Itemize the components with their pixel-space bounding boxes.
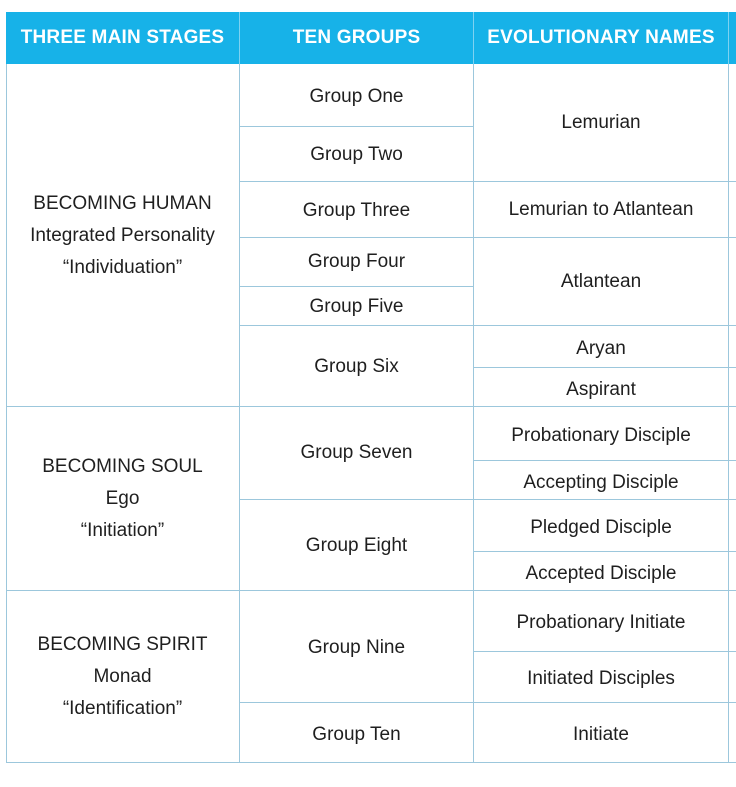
name-cell: Aryan	[576, 337, 626, 359]
stage-soul	[6, 435, 239, 563]
name-cell: Pledged Disciple	[530, 516, 672, 538]
name-cell: Accepting Disciple	[523, 471, 679, 493]
header-stages: THREE MAIN STAGES	[6, 12, 239, 64]
group-cell: Group Two	[310, 144, 403, 165]
group-cell: Group Three	[302, 199, 411, 221]
group-cell: Group Eight	[305, 535, 408, 556]
stage-keyword: “Initiation”	[80, 520, 165, 541]
stage-subtitle: Monad	[93, 666, 152, 687]
name-cell: Atlantean	[560, 270, 642, 292]
stage-title: BECOMING SOUL	[42, 456, 203, 477]
grid-line	[239, 126, 473, 127]
header-names: EVOLUTIONARY NAMES	[474, 12, 728, 64]
stage-subtitle: Ego	[105, 488, 140, 509]
name-cell: Initiated Disciples	[527, 668, 675, 689]
stage-keyword: “Individuation”	[62, 257, 183, 278]
group-cell: Group Nine	[307, 637, 406, 658]
header-divider	[239, 12, 240, 64]
group-cell: Group Five	[309, 296, 404, 317]
group-cell: Group Ten	[312, 724, 401, 745]
name-cell: Probationary Initiate	[516, 611, 686, 633]
name-cell: Aspirant	[566, 378, 636, 400]
header-groups: TEN GROUPS	[240, 12, 473, 64]
name-cell: Accepted Disciple	[525, 563, 677, 584]
grid-line	[239, 286, 473, 287]
group-cell: Group One	[309, 86, 404, 107]
group-cell: Group Four	[307, 251, 406, 272]
name-cell: Initiate	[573, 724, 629, 745]
header-divider	[728, 12, 729, 64]
name-cell: Lemurian	[561, 112, 641, 133]
stage-keyword: “Identification”	[62, 698, 183, 719]
stage-title: BECOMING SPIRIT	[37, 634, 208, 655]
stage-title: BECOMING HUMAN	[33, 193, 212, 214]
group-cell: Group Six	[314, 355, 399, 377]
name-cell: Probationary Disciple	[511, 425, 691, 446]
stage-spirit	[6, 613, 239, 741]
stage-subtitle: Integrated Personality	[30, 225, 215, 246]
header-divider	[473, 12, 474, 64]
header-extra	[729, 12, 736, 64]
name-cell: Lemurian to Atlantean	[508, 198, 694, 220]
grid-line	[728, 64, 729, 762]
group-cell: Group Seven	[300, 442, 413, 463]
stage-human	[6, 172, 239, 300]
